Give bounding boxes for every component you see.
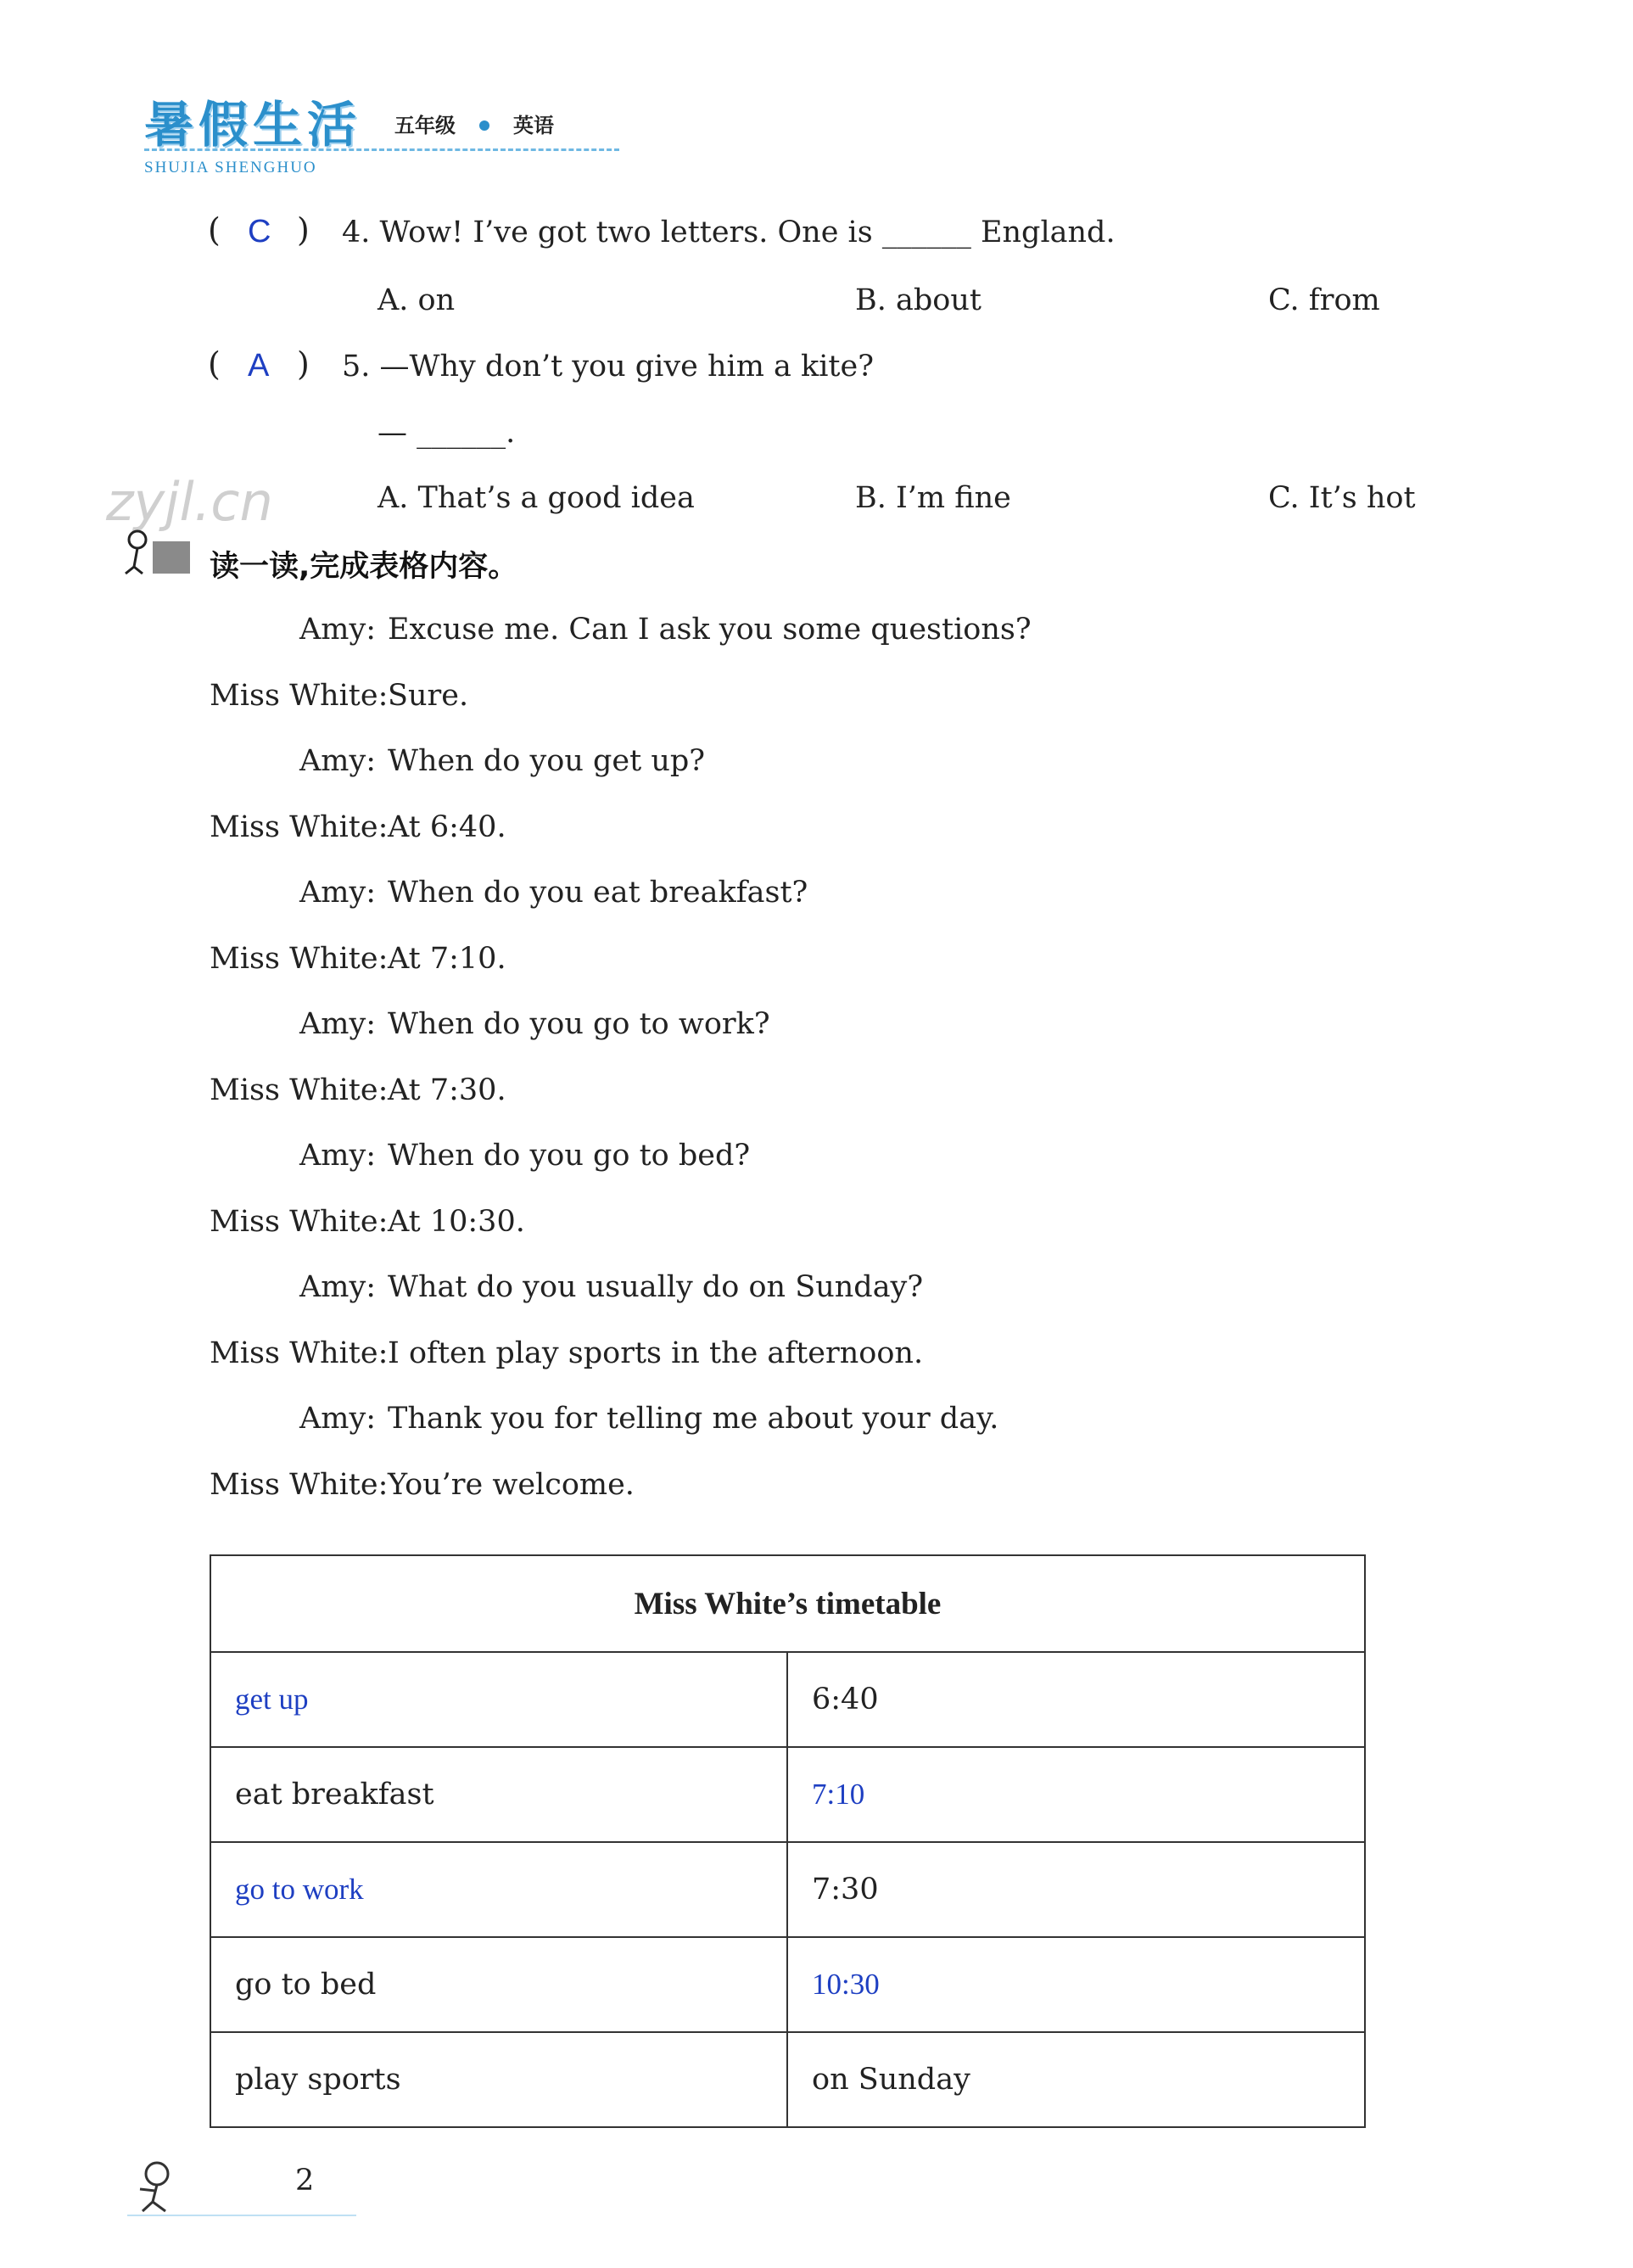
q5-answer: A <box>248 348 270 384</box>
dialogue-line: You’re welcome. <box>388 1468 635 1502</box>
activity-cell: go to work <box>210 1842 787 1937</box>
activity-cell: eat breakfast <box>210 1747 787 1842</box>
dialogue-line: At 6:40. <box>388 810 506 844</box>
dialogue-speaker: Miss White: <box>210 810 389 844</box>
dialogue-line: Sure. <box>388 679 469 713</box>
dialogue-line: Thank you for telling me about your day. <box>388 1402 999 1436</box>
footer-divider <box>127 2215 356 2216</box>
time-cell: on Sunday <box>787 2032 1365 2127</box>
time-cell: 7:10 <box>787 1747 1365 1842</box>
q4-paren-close: ) <box>297 211 310 249</box>
q5-option-a: A. That’s a good idea <box>377 481 695 515</box>
activity-cell: get up <box>210 1652 787 1747</box>
q4-option-c: C. from <box>1268 283 1380 317</box>
q5-reply: — ______. <box>377 416 516 450</box>
dialogue-line: At 7:10. <box>388 942 506 976</box>
header-divider <box>144 148 619 151</box>
table-header-row <box>210 1555 1365 1652</box>
activity-cell: go to bed <box>210 1937 787 2032</box>
page-number: 2 <box>295 2164 315 2198</box>
dialogue-speaker: Amy: <box>299 1139 377 1173</box>
q4-answer: C <box>248 214 271 249</box>
q5-paren-open: ( <box>208 345 221 383</box>
grade-label: 五年级 <box>394 114 456 137</box>
dialogue-speaker: Amy: <box>299 1402 377 1436</box>
subject-label: 英语 <box>513 114 554 137</box>
q4-stem: 4. Wow! I’ve got two letters. One is ______ England. <box>342 216 1116 249</box>
dialogue-line: What do you usually do on Sunday? <box>388 1270 924 1304</box>
reading-icon <box>119 524 195 575</box>
table-row <box>210 1652 1365 1747</box>
q4-option-a: A. on <box>377 283 456 317</box>
dialogue-speaker: Amy: <box>299 744 377 778</box>
dialogue-line: When do you go to bed? <box>388 1139 751 1173</box>
q5-paren-close: ) <box>297 345 310 383</box>
book-logo: 暑假生活 <box>144 96 362 154</box>
dialogue-line: At 10:30. <box>388 1205 525 1239</box>
timetable <box>210 1554 1366 2128</box>
time-cell: 6:40 <box>787 1652 1365 1747</box>
header-pinyin: SHUJIA SHENGHUO <box>144 159 317 176</box>
dialogue-speaker: Amy: <box>299 876 377 910</box>
dialogue-line: Excuse me. Can I ask you some questions? <box>388 613 1032 647</box>
dialogue-speaker: Miss White: <box>210 1205 389 1239</box>
dialogue-speaker: Miss White: <box>210 679 389 713</box>
dialogue-speaker: Miss White: <box>210 1336 389 1370</box>
q4-option-b: B. about <box>855 283 981 317</box>
table-row <box>210 2032 1365 2127</box>
dialogue-speaker: Miss White: <box>210 1073 389 1107</box>
header-dot <box>479 120 489 131</box>
q5-stem: 5. —Why don’t you give him a kite? <box>342 350 874 384</box>
activity-cell: play sports <box>210 2032 787 2127</box>
dialogue-speaker: Amy: <box>299 1270 377 1304</box>
dialogue-line: I often play sports in the afternoon. <box>388 1336 924 1370</box>
dialogue-line: When do you go to work? <box>388 1007 770 1041</box>
section-title: 读一读,完成表格内容。 <box>210 550 518 584</box>
dialogue-speaker: Miss White: <box>210 942 389 976</box>
dialogue-speaker: Miss White: <box>210 1468 389 1502</box>
table-title: Miss White’s timetable <box>210 1555 1365 1652</box>
dialogue-line: When do you get up? <box>388 744 706 778</box>
dialogue-line: At 7:30. <box>388 1073 506 1107</box>
table-row <box>210 1747 1365 1842</box>
q5-option-b: B. I’m fine <box>855 481 1011 515</box>
dialogue-line: When do you eat breakfast? <box>388 876 808 910</box>
mascot-icon <box>127 2155 187 2215</box>
table-row <box>210 1842 1365 1937</box>
q4-paren-open: ( <box>208 211 221 249</box>
dialogue-speaker: Amy: <box>299 1007 377 1041</box>
time-cell: 10:30 <box>787 1937 1365 2032</box>
table-row <box>210 1937 1365 2032</box>
time-cell: 7:30 <box>787 1842 1365 1937</box>
q5-option-c: C. It’s hot <box>1268 481 1416 515</box>
watermark: zyjl.cn <box>106 471 273 533</box>
dialogue-speaker: Amy: <box>299 613 377 647</box>
